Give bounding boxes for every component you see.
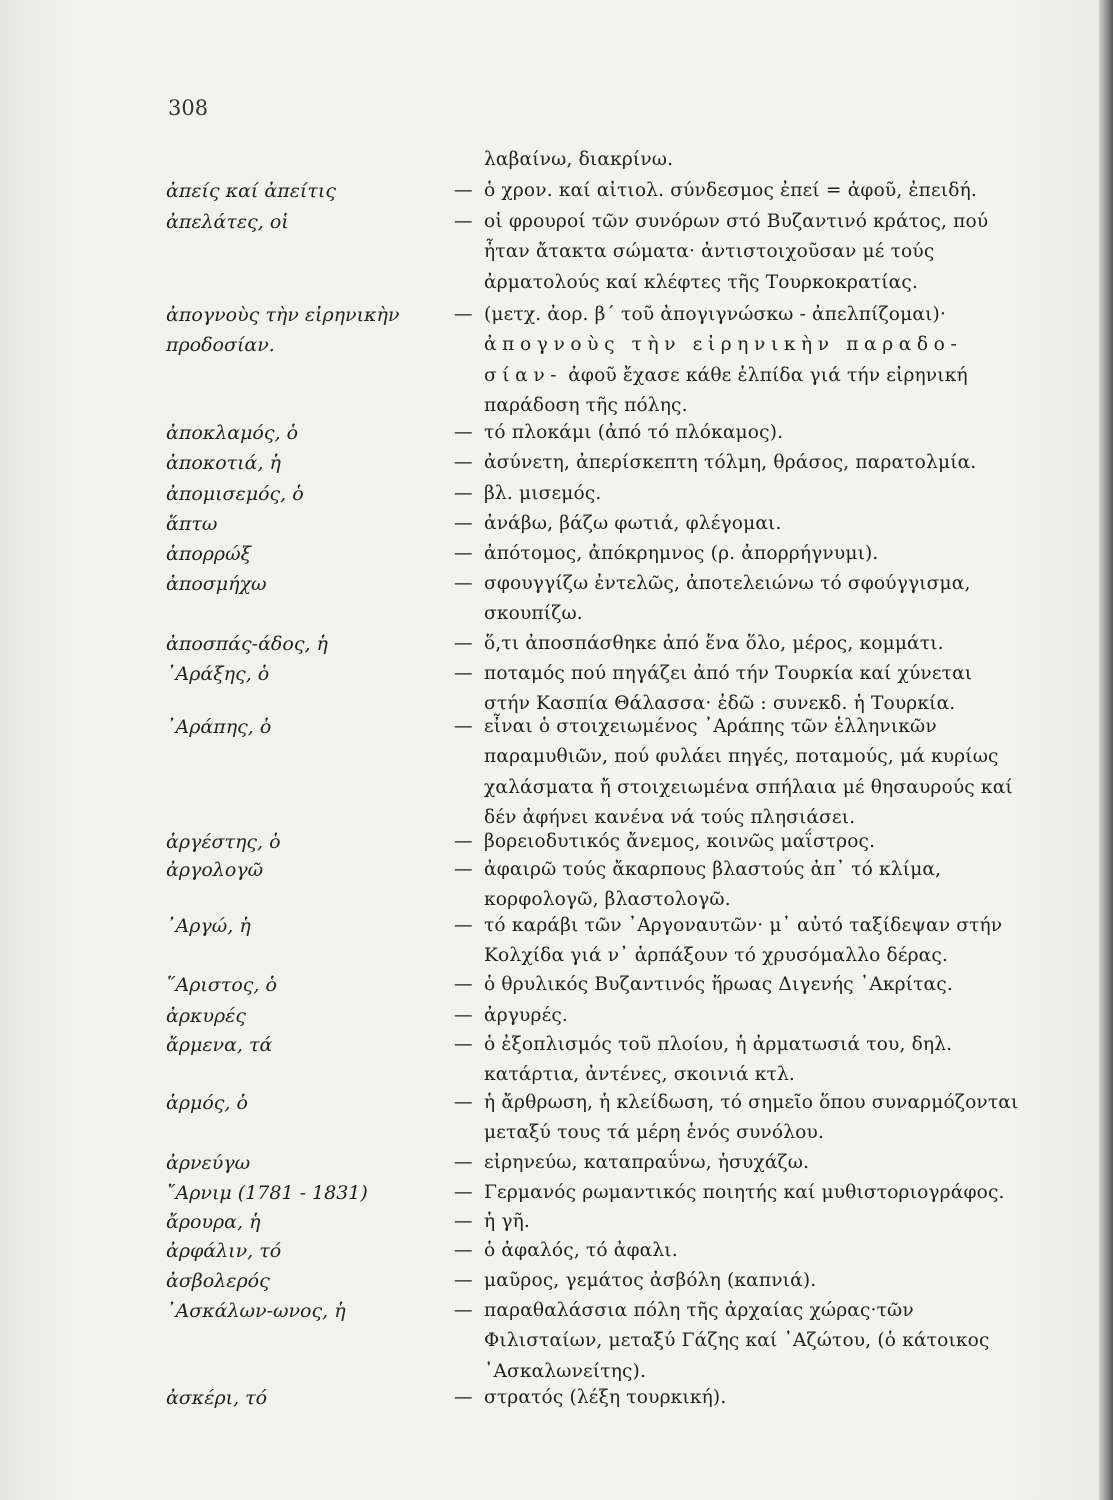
entry-definition: οἱ φρουροί τῶν συνόρων στό Βυζαντινό κράτος, πού ἦταν ἄτακτα σώματα· ἀντιστοιχοῦσαν μέ τούς ἀρματολούς καί κλέφτες τῆς Τουρκοκρατίας. [484, 211, 989, 293]
entry-definition: ἀσύνετη, ἀπερίσκεπτη τόλμη, θράσος, παρατολμία. [484, 452, 977, 473]
dash: — [454, 1240, 473, 1261]
entry-term: ἀπομισεμός, ὁ [166, 483, 304, 505]
dash: — [454, 663, 473, 684]
entry-definition: ἀργυρές. [484, 1005, 568, 1026]
page-number: 308 [168, 96, 209, 120]
entry-definition: εἶναι ὁ στοιχειωμένος ᾿Αράπης τῶν ἑλληνικῶν παραμυθιῶν, πού φυλάει πηγές, ποταμούς, μά κυρίως χαλάσματα ἤ στοιχειωμένα σπήλαια μέ θησαυρούς καί δέν ἀφήνει κανένα νά τούς πλησιάσει. [484, 716, 1013, 828]
entry-term: ῎Αρνιμ (1781 - 1831) [166, 1182, 368, 1204]
dash: — [454, 974, 473, 995]
entry-term: ἄρουρα, ἡ [166, 1211, 261, 1233]
entry-definition: ἀφαιρῶ τούς ἄκαρπους βλαστούς ἀπ᾿ τό κλίμα, κορφολογῶ, βλαστολογῶ. [484, 859, 942, 911]
entry-term: ἀπείς καί ἀπείτις [166, 180, 336, 202]
entry-definition: τό πλοκάμι (ἀπό τό πλόκαμος). [484, 422, 784, 443]
entry-definition: σφουγγίζω ἐντελῶς, ἀποτελειώνω τό σφούγγισμα, σκουπίζω. [484, 573, 971, 625]
entry-definition: μαῦρος, γεμάτος ἀσβόλη (καπνιά). [484, 1270, 817, 1291]
entry-definition: (μετχ. ἀορ. β΄ τοῦ ἀπογιγνώσκω - ἀπελπίζομαι)· [484, 304, 947, 325]
entry-definition: ποταμός πού πηγάζει ἀπό τήν Τουρκία καί χύνεται στήν Κασπία Θάλασσα· ἐδῶ : συνεκδ. ἡ Τουρκία. [484, 663, 973, 715]
entry-term: ἀσκέρι, τό [166, 1387, 268, 1409]
entry-term: ἀρφάλιν, τό [166, 1240, 282, 1262]
entry-definition: ἡ ἄρθρωση, ἡ κλείδωση, τό σημεῖο ὅπου συναρμόζονται μεταξύ τους τά μέρη ἑνός συνόλου. [484, 1092, 1019, 1144]
entry-term: ᾿Ασκάλων-ωνος, ἡ [166, 1300, 346, 1322]
dash: — [454, 513, 473, 534]
dash: — [454, 304, 473, 325]
entry-definition: Γερμανός ρωμαντικός ποιητής καί μυθιστοριογράφος. [484, 1182, 1005, 1203]
entry-term: ἀποσμήχω [166, 573, 267, 595]
quoted-phrase-end: σίαν- [484, 364, 563, 386]
dash: — [454, 211, 473, 232]
entry-term: ᾿Αράπης, ὁ [166, 716, 272, 738]
entry-term: ἀποσπάς-άδος, ἡ [166, 633, 328, 655]
entry-definition: ἀπότομος, ἀπόκρημνος (ρ. ἀπορρήγνυμι). [484, 543, 879, 564]
entry-definition: ὁ θρυλικός Βυζαντινός ἥρωας Διγενής ᾿Ακρίτας. [484, 974, 953, 995]
entry-term: ἀπογνοὺς τὴν εἰρηνικὴν προδοσίαν. [166, 304, 400, 356]
dash: — [454, 1270, 473, 1291]
entry-term: ἀργέστης, ὁ [166, 831, 281, 853]
dash: — [454, 573, 473, 594]
dash: — [454, 1387, 473, 1408]
entry-definition-rest: ἀφοῦ ἔχασε κάθε ἐλπίδα γιά τήν εἰρηνική παράδοση τῆς πόλης. [484, 364, 968, 416]
entry-term: ἀργολογῶ [166, 859, 264, 881]
entry-term: ἅπτω [166, 513, 218, 535]
entry-definition: ὅ,τι ἀποσπάσθηκε ἀπό ἕνα ὅλο, μέρος, κομμάτι. [484, 633, 944, 654]
dash: — [454, 1182, 473, 1203]
dash: — [454, 716, 473, 737]
dash: — [454, 859, 473, 880]
entry-definition: ὁ χρον. καί αἰτιολ. σύνδεσμος ἐπεί = ἀφοῦ, ἐπειδή. [484, 180, 977, 201]
entry-term: ἀρκυρές [166, 1005, 247, 1027]
entry-term: ἁρμός, ὁ [166, 1092, 248, 1114]
dash: — [454, 1300, 473, 1321]
dash: — [454, 633, 473, 654]
dash: — [454, 915, 473, 936]
entry-term: ἀποκοτιά, ἡ [166, 452, 281, 474]
entry-definition: τό καράβι τῶν ᾿Αργοναυτῶν· μ᾿ αὐτό ταξίδεψαν στήν Κολχίδα γιά ν᾿ ἁρπάξουν τό χρυσόμαλλο δέρας. [484, 915, 1003, 967]
entry-term: ῞Αριστος, ὁ [166, 974, 277, 996]
entry-definition: λαβαίνω, διακρίνω. [484, 149, 674, 170]
dash: — [454, 1005, 473, 1026]
dash: — [454, 1092, 473, 1113]
entry-definition: ὁ ἐξοπλισμός τοῦ πλοίου, ἡ ἀρματωσιά του, δηλ. κατάρτια, ἀντένες, σκοινιά κτλ. [484, 1034, 953, 1086]
dash: — [454, 1211, 473, 1232]
dash: — [454, 1034, 473, 1055]
entry-term: ἀπορρώξ [166, 543, 252, 565]
dash: — [454, 831, 473, 852]
entry-definition: βορειοδυτικός ἄνεμος, κοινῶς μαΐστρος. [484, 831, 876, 852]
entry-definition: ὁ ἀφαλός, τό ἀφαλι. [484, 1240, 678, 1261]
entry-term: ᾿Αργώ, ἡ [166, 915, 251, 937]
dash: — [454, 452, 473, 473]
entry-term: ἀρνεύγω [166, 1152, 251, 1174]
entry-definition: ἡ γῆ. [484, 1211, 530, 1232]
entry-term: ἀποκλαμός, ὁ [166, 422, 299, 444]
entry-definition: βλ. μισεμός. [484, 483, 602, 504]
quoted-phrase: ἀπογνοὺς τὴν εἰρηνικὴν παραδο- [484, 334, 963, 356]
entry-definition: ἀνάβω, βάζω φωτιά, φλέγομαι. [484, 513, 782, 534]
dash: — [454, 483, 473, 504]
entry-definition: εἰρηνεύω, καταπραΰνω, ἡσυχάζω. [484, 1152, 810, 1173]
entry-definition: παραθαλάσσια πόλη τῆς ἀρχαίας χώρας·τῶν Φιλισταίων, μεταξύ Γάζης καί ᾿Αζώτου, (ὁ κάτοικος ᾿Ασκαλωνείτης). [484, 1300, 990, 1382]
entry-term: ἀσβολερός [166, 1270, 270, 1292]
dash: — [454, 1152, 473, 1173]
dash: — [454, 422, 473, 443]
entry-term: ἀπελάτες, οἱ [166, 211, 289, 233]
entry-definition: στρατός (λέξη τουρκική). [484, 1387, 727, 1408]
entry-term: ᾿Αράξης, ὁ [166, 663, 270, 685]
entry-term: ἄρμενα, τά [166, 1034, 273, 1056]
dash: — [454, 543, 473, 564]
dash: — [454, 180, 473, 201]
